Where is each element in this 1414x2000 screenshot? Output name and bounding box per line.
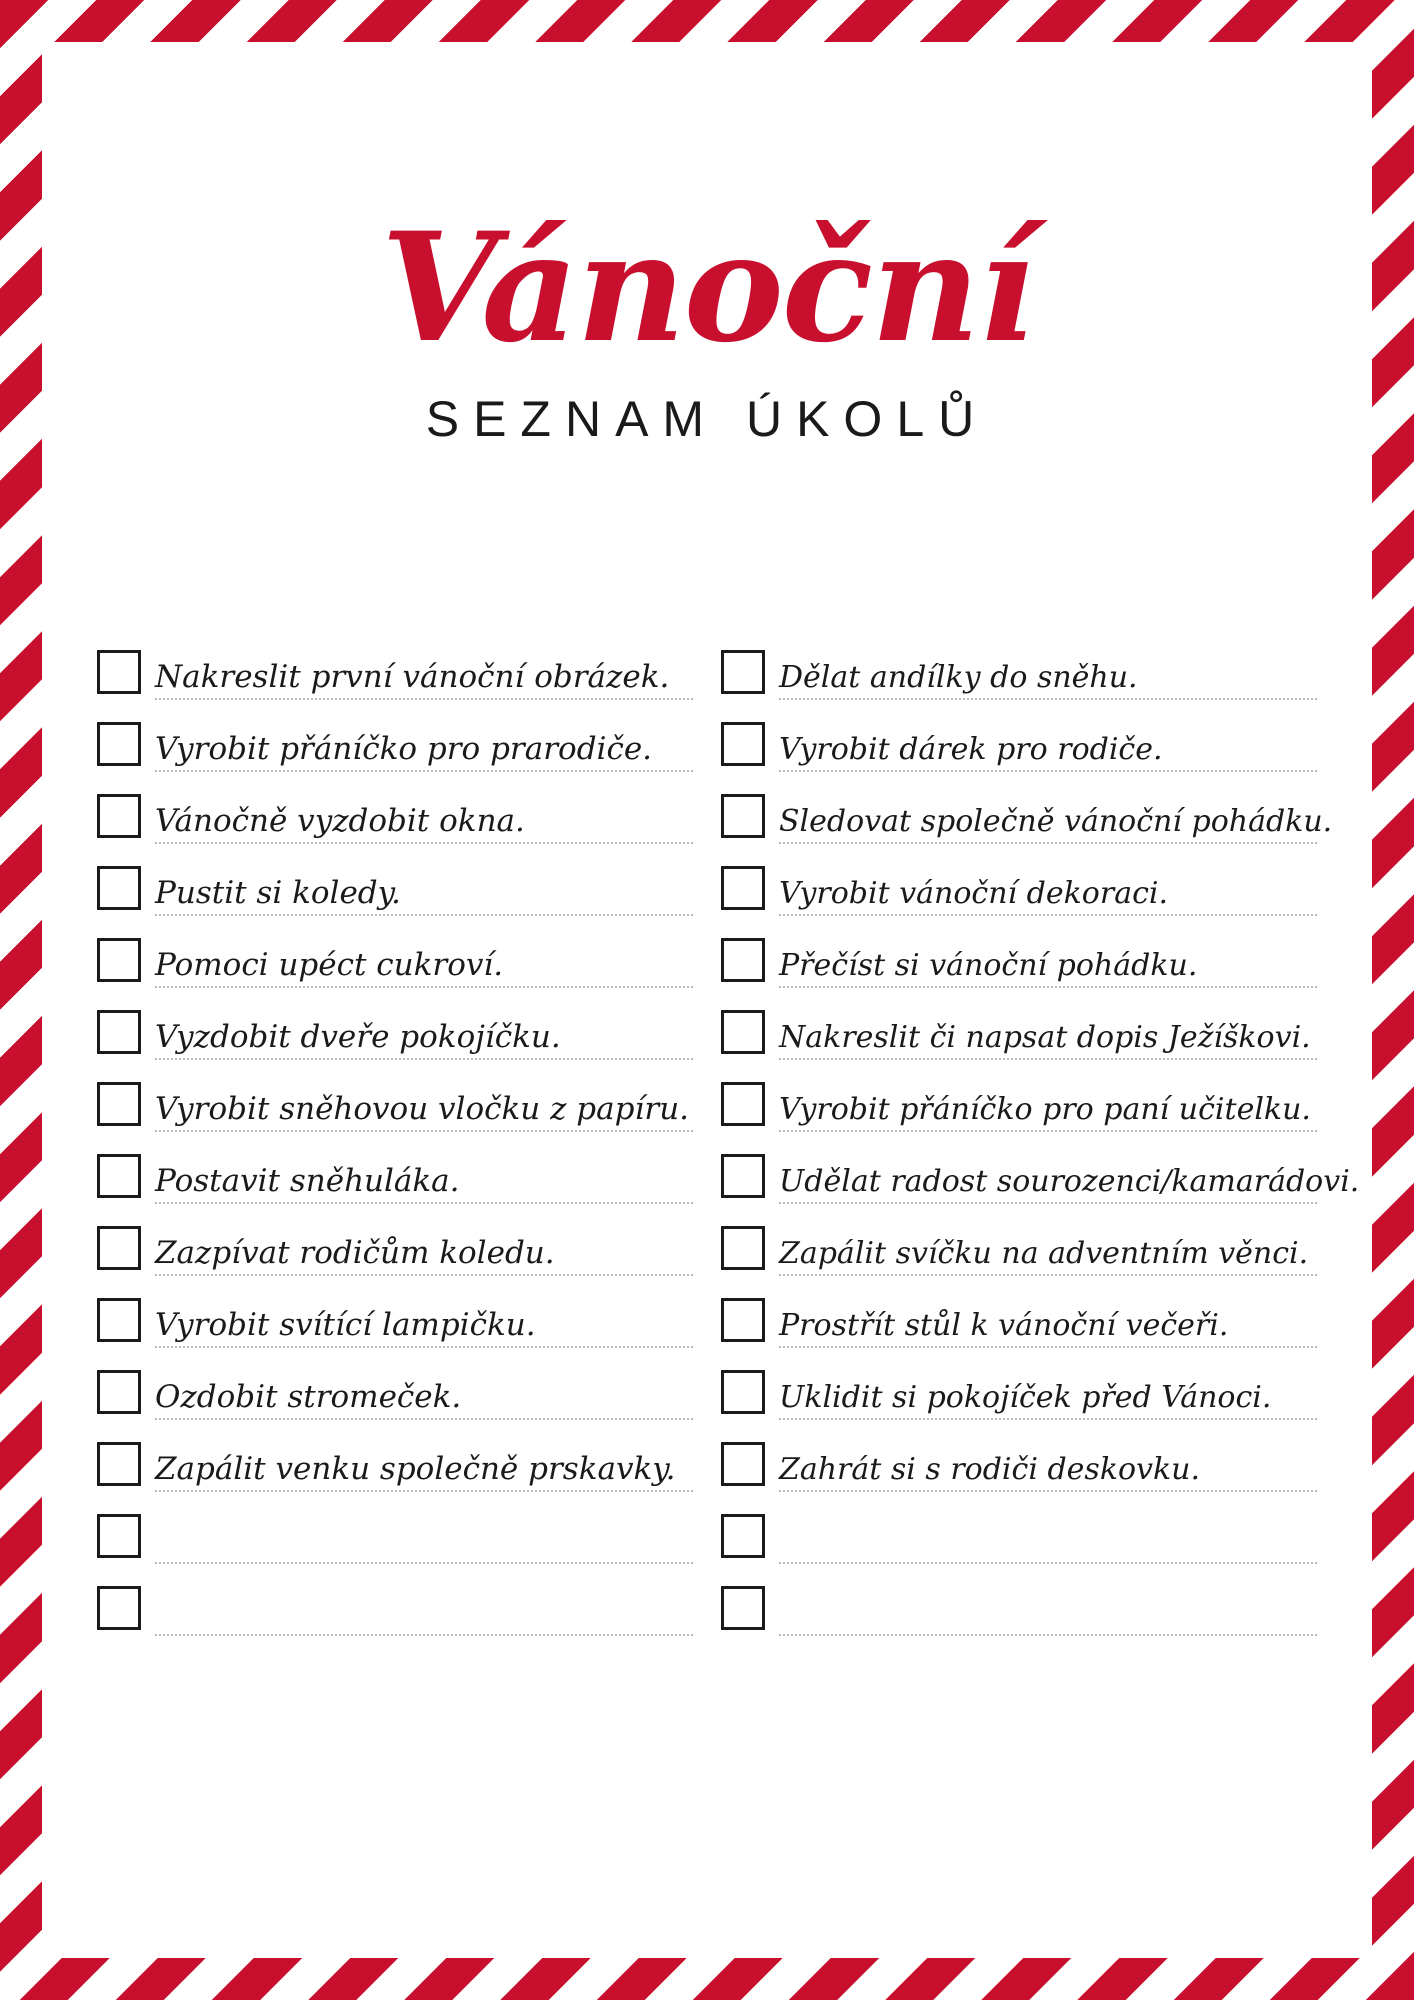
checkbox-icon[interactable] [721,1154,765,1198]
checkbox-icon[interactable] [721,1226,765,1270]
list-item-label: Vyrobit přáníčko pro paní učitelku. [779,1091,1311,1127]
list-item-label: Vyrobit svítící lampičku. [155,1306,536,1343]
checkbox-icon[interactable] [97,1226,141,1270]
checkbox-icon[interactable] [97,1082,141,1126]
item-line [155,936,693,988]
item-line [779,648,1317,700]
list-item-label: Vánočně vyzdobit okna. [155,802,525,839]
list-item-label: Dělat andílky do sněhu. [779,659,1138,695]
checkbox-icon[interactable] [721,650,765,694]
list-item-label: Vyrobit vánoční dekoraci. [779,875,1169,911]
item-line [779,792,1333,844]
item-line [155,1080,693,1132]
list-item[interactable] [97,628,693,700]
list-item[interactable] [721,1420,1317,1492]
page-header [42,42,1372,448]
list-item[interactable] [97,1492,693,1564]
list-item[interactable] [721,844,1317,916]
checkbox-icon[interactable] [97,650,141,694]
list-item-label: Nakreslit první vánoční obrázek. [155,658,670,695]
list-item-label: Vyzdobit dveře pokojíčku. [155,1018,561,1055]
checkbox-icon[interactable] [97,1586,141,1630]
list-item-label: Postavit sněhuláka. [155,1162,460,1199]
list-item[interactable] [721,700,1317,772]
checkbox-icon[interactable] [721,1010,765,1054]
list-item-label: Zapálit venku společně prskavky. [155,1450,676,1487]
item-line [779,1584,1317,1636]
list-item[interactable] [97,844,693,916]
page-title: Vánoční [380,200,1034,376]
item-line [779,936,1317,988]
item-line [779,1368,1317,1420]
page-content [42,42,1372,1958]
checkbox-icon[interactable] [97,794,141,838]
list-item[interactable] [97,700,693,772]
item-line [155,1152,693,1204]
page-subtitle: SEZNAM ÚKOLŮ [425,390,989,447]
checkbox-icon[interactable] [721,722,765,766]
checkbox-icon[interactable] [721,1298,765,1342]
list-item[interactable] [97,1420,693,1492]
list-item[interactable] [97,1204,693,1276]
checkbox-icon[interactable] [721,1082,765,1126]
list-item-label: Přečíst si vánoční pohádku. [779,947,1198,983]
list-item-label: Ozdobit stromeček. [155,1378,462,1415]
list-item[interactable] [97,1348,693,1420]
list-item[interactable] [97,1276,693,1348]
checkbox-icon[interactable] [721,1586,765,1630]
list-item[interactable] [97,988,693,1060]
list-item-label: Pomoci upéct cukroví. [155,946,504,983]
list-item[interactable] [721,772,1333,844]
list-item-label: Nakreslit či napsat dopis Ježíškovi. [779,1019,1311,1055]
checkbox-icon[interactable] [721,794,765,838]
checklist-column-left [97,628,693,1636]
item-line [779,1224,1317,1276]
list-item[interactable] [721,1348,1317,1420]
checkbox-icon[interactable] [97,1154,141,1198]
list-item-label: Zapálit svíčku na adventním věnci. [779,1235,1309,1271]
checkbox-icon[interactable] [97,1298,141,1342]
list-item[interactable] [97,1564,693,1636]
list-item-label: Vyrobit přáníčko pro prarodiče. [155,730,653,767]
checklist-column-right [721,628,1360,1636]
list-item-label: Zazpívat rodičům koledu. [155,1234,555,1271]
list-item-label: Vyrobit sněhovou vločku z papíru. [155,1090,690,1127]
item-line [155,1008,693,1060]
item-line [779,1440,1317,1492]
item-line [155,1224,693,1276]
list-item-label: Zahrát si s rodiči deskovku. [779,1451,1201,1487]
checklist [42,628,1372,1636]
checkbox-icon[interactable] [97,722,141,766]
list-item[interactable] [721,1204,1317,1276]
list-item[interactable] [721,1492,1317,1564]
item-line [779,1152,1360,1204]
item-line [779,1296,1317,1348]
checkbox-icon[interactable] [721,1442,765,1486]
list-item[interactable] [97,916,693,988]
item-line [155,1368,693,1420]
checkbox-icon[interactable] [97,1514,141,1558]
checkbox-icon[interactable] [721,938,765,982]
item-line [779,1512,1317,1564]
checkbox-icon[interactable] [97,1442,141,1486]
item-line [155,792,693,844]
list-item-label: Udělat radost sourozenci/kamarádovi. [779,1163,1360,1199]
item-line [779,720,1317,772]
item-line [779,1080,1317,1132]
checkbox-icon[interactable] [721,866,765,910]
checkbox-icon[interactable] [97,1370,141,1414]
item-line [155,1440,693,1492]
item-line [779,864,1317,916]
checkbox-icon[interactable] [721,1514,765,1558]
list-item[interactable] [97,772,693,844]
list-item[interactable] [721,988,1317,1060]
list-item-label: Prostřít stůl k vánoční večeři. [779,1307,1229,1343]
item-line [155,648,693,700]
item-line [155,720,693,772]
list-item-label: Uklidit si pokojíček před Vánoci. [779,1379,1272,1415]
list-item-label: Sledovat společně vánoční pohádku. [779,803,1333,839]
checkbox-icon[interactable] [721,1370,765,1414]
checkbox-icon[interactable] [97,938,141,982]
list-item-label: Pustit si koledy. [155,874,401,911]
list-item[interactable] [97,1132,693,1204]
list-item-label: Vyrobit dárek pro rodiče. [779,731,1163,767]
checkbox-icon[interactable] [97,1010,141,1054]
item-line [779,1008,1317,1060]
list-item[interactable] [97,1060,693,1132]
list-item[interactable] [721,1132,1360,1204]
list-item[interactable] [721,1564,1317,1636]
list-item[interactable] [721,1060,1317,1132]
list-item[interactable] [721,916,1317,988]
list-item[interactable] [721,1276,1317,1348]
item-line [155,1296,693,1348]
item-line [155,1584,693,1636]
checkbox-icon[interactable] [97,866,141,910]
item-line [155,864,693,916]
item-line [155,1512,693,1564]
list-item[interactable] [721,628,1317,700]
